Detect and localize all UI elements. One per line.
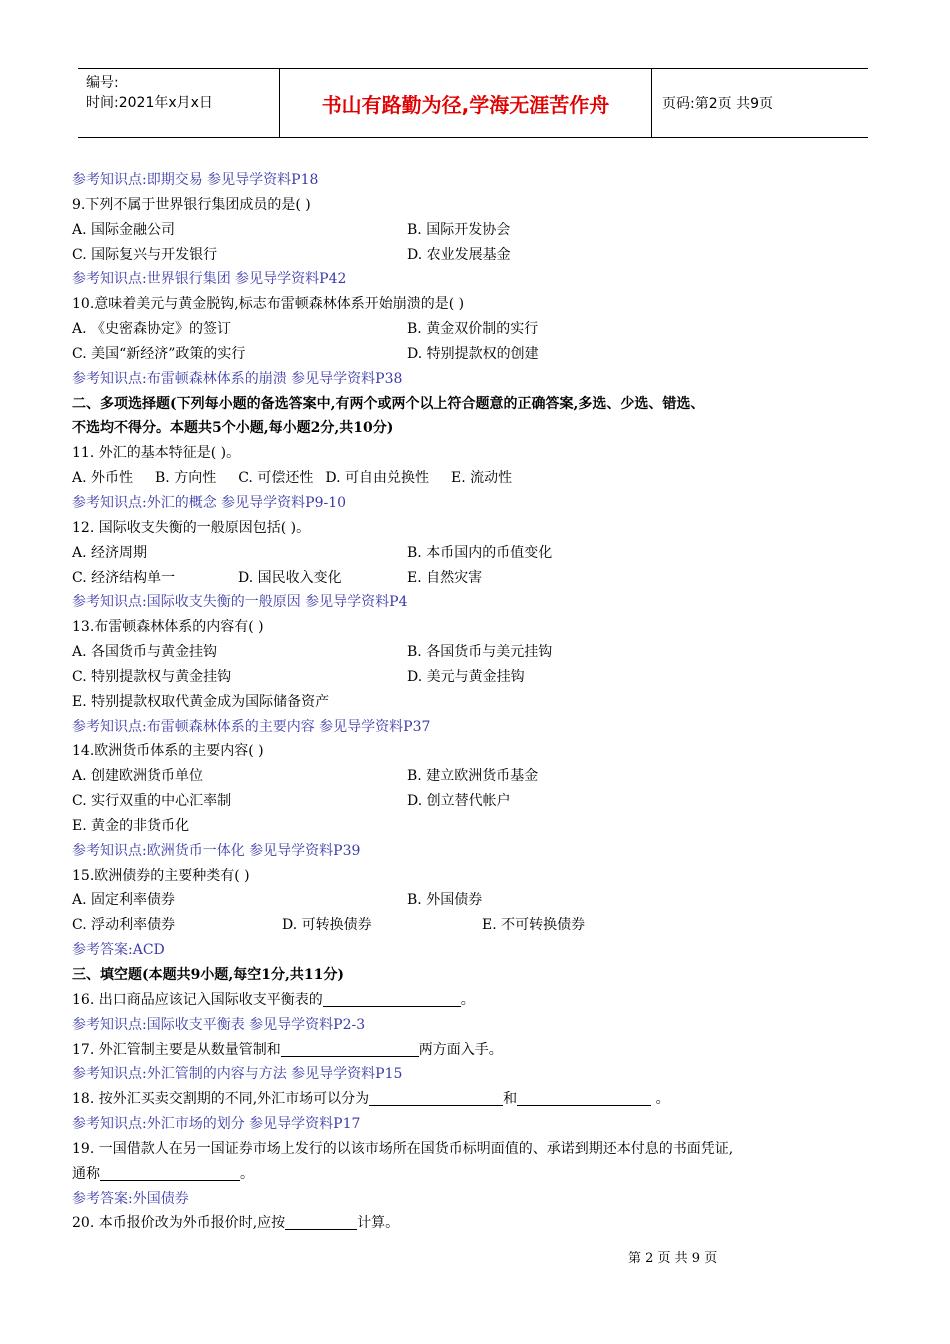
option-row <box>72 888 872 913</box>
option-row <box>72 317 872 342</box>
question-14: 14.欧洲货币体系的主要内容( ) <box>72 743 264 760</box>
option-c: C. 浮动利率债券 <box>72 917 176 934</box>
option-row <box>72 665 872 690</box>
option-a: A. 《史密森协定》的签订 <box>72 321 232 338</box>
option-row <box>72 913 872 938</box>
option-a: A. 固定利率债券 <box>72 892 176 909</box>
question-9: 9.下列不属于世界银行集团成员的是( ) <box>72 196 311 213</box>
option-c: C. 特别提款权与黄金挂钩 <box>72 668 232 685</box>
section-title: 二、多项选择题(下列每小题的备选答案中,有两个或两个以上符合题意的正确答案,多选、少选、错选、 <box>72 395 705 412</box>
option-d: D. 特别提款权的创建 <box>407 345 539 362</box>
header-meta <box>78 69 280 137</box>
option-row <box>72 764 872 789</box>
question-15: 15.欧洲债券的主要种类有( ) <box>72 867 250 884</box>
option-c: C. 可偿还性 <box>238 470 314 487</box>
question-19-cont: 通称 。 <box>72 1165 254 1182</box>
serial-label: 编号: <box>86 75 119 91</box>
option-b: B. 外国债券 <box>407 892 483 909</box>
option-c: C. 经济结构单一 <box>72 569 176 586</box>
option-e: E. 不可转换债券 <box>482 917 586 934</box>
option-e: E. 流动性 <box>450 470 513 487</box>
fill-blank <box>100 1164 240 1181</box>
option-e: E. 黄金的非货币化 <box>72 817 190 834</box>
answer-note: 参考答案:外国债券 <box>72 1190 189 1207</box>
question-16: 16. 出口商品应该记入国际收支平衡表的 。 <box>72 991 475 1008</box>
option-row <box>72 640 872 665</box>
option-d: D. 可转换债券 <box>282 917 372 934</box>
option-c: C. 实行双重的中心汇率制 <box>72 793 232 810</box>
option-d: D. 农业发展基金 <box>407 246 511 263</box>
time-label: 时间:2021年x月x日 <box>86 95 213 111</box>
option-c: C. 美国“新经济”政策的实行 <box>72 345 246 362</box>
option-a: A. 各国货币与黄金挂钩 <box>72 644 218 661</box>
option-row <box>72 541 872 566</box>
option-a: A. 国际金融公司 <box>72 221 176 238</box>
reference-note: 参考知识点:布雷顿森林体系的主要内容 参见导学资料P37 <box>72 718 431 735</box>
option-c: C. 国际复兴与开发银行 <box>72 246 218 263</box>
question-12: 12. 国际收支失衡的一般原因包括( )。 <box>72 519 311 536</box>
option-d: D. 国民收入变化 <box>238 569 342 586</box>
question-20: 20. 本币报价改为外币报价时,应按 计算。 <box>72 1215 400 1232</box>
question-13: 13.布雷顿森林体系的内容有( ) <box>72 619 264 636</box>
question-19: 19. 一国借款人在另一国证券市场上发行的以该市场所在国货币标明面值的、承诺到期还本付息的书面凭证, <box>72 1140 734 1157</box>
reference-note: 参考知识点:国际收支失衡的一般原因 参见导学资料P4 <box>72 594 408 611</box>
question-10: 10.意味着美元与黄金脱钩,标志布雷顿森林体系开始崩溃的是( ) <box>72 296 465 313</box>
reference-note: 参考知识点:即期交易 参见导学资料P18 <box>72 172 319 188</box>
option-b: B. 黄金双价制的实行 <box>407 321 539 338</box>
option-row <box>72 342 872 367</box>
document-body <box>72 168 872 1236</box>
fill-blank <box>517 1089 651 1106</box>
option-row <box>72 789 872 814</box>
option-row <box>72 466 872 491</box>
fill-blank <box>323 990 461 1007</box>
reference-note: 参考知识点:外汇市场的划分 参见导学资料P17 <box>72 1116 361 1133</box>
answer-note: 参考答案:ACD <box>72 942 165 959</box>
reference-note: 参考知识点:外汇管制的内容与方法 参见导学资料P15 <box>72 1066 403 1083</box>
question-17: 17. 外汇管制主要是从数量管制和 两方面入手。 <box>72 1041 503 1058</box>
section-title-cont: 不选均不得分。本题共5个小题,每小题2分,共10分) <box>72 420 394 437</box>
option-e: E. 自然灾害 <box>407 569 483 586</box>
fill-blank <box>285 1213 357 1230</box>
page-footer: 第 2 页 共 9 页 <box>628 1251 718 1266</box>
option-b: B. 国际开发协会 <box>407 221 511 238</box>
option-a: A. 经济周期 <box>72 544 148 561</box>
option-d: D. 可自由兑换性 <box>325 470 429 487</box>
option-d: D. 创立替代帐户 <box>407 793 511 810</box>
option-row <box>72 566 872 591</box>
section-title: 三、填空题(本题共9小题,每空1分,共11分) <box>72 967 344 983</box>
question-11: 11. 外汇的基本特征是( )。 <box>72 445 241 462</box>
question-18: 18. 按外汇买卖交割期的不同,外汇市场可以分为 和 。 <box>72 1091 670 1108</box>
header-motto: 书山有路勤为径,学海无涯苦作舟 <box>280 69 652 137</box>
reference-note: 参考知识点:世界银行集团 参见导学资料P42 <box>72 271 347 288</box>
reference-note: 参考知识点:外汇的概念 参见导学资料P9-10 <box>72 494 347 511</box>
reference-note: 参考知识点:国际收支平衡表 参见导学资料P2-3 <box>72 1016 366 1033</box>
option-b: B. 各国货币与美元挂钩 <box>407 644 553 661</box>
option-e: E. 特别提款权取代黄金成为国际储备资产 <box>72 693 330 710</box>
option-b: B. 本币国内的币值变化 <box>407 544 553 561</box>
option-a: A. 外币性 <box>72 470 134 487</box>
page-header <box>78 68 868 138</box>
option-a: A. 创建欧洲货币单位 <box>72 768 204 785</box>
option-row <box>72 243 872 268</box>
fill-blank <box>281 1040 419 1057</box>
reference-note: 参考知识点:欧洲货币一体化 参见导学资料P39 <box>72 842 361 859</box>
reference-note: 参考知识点:布雷顿森林体系的崩溃 参见导学资料P38 <box>72 370 403 387</box>
option-b: B. 建立欧洲货币基金 <box>407 768 539 785</box>
header-page-info: 页码:第2页 共9页 <box>662 96 773 112</box>
option-d: D. 美元与黄金挂钩 <box>407 668 525 685</box>
option-row <box>72 218 872 243</box>
fill-blank <box>369 1089 503 1106</box>
option-b: B. 方向性 <box>155 470 217 487</box>
